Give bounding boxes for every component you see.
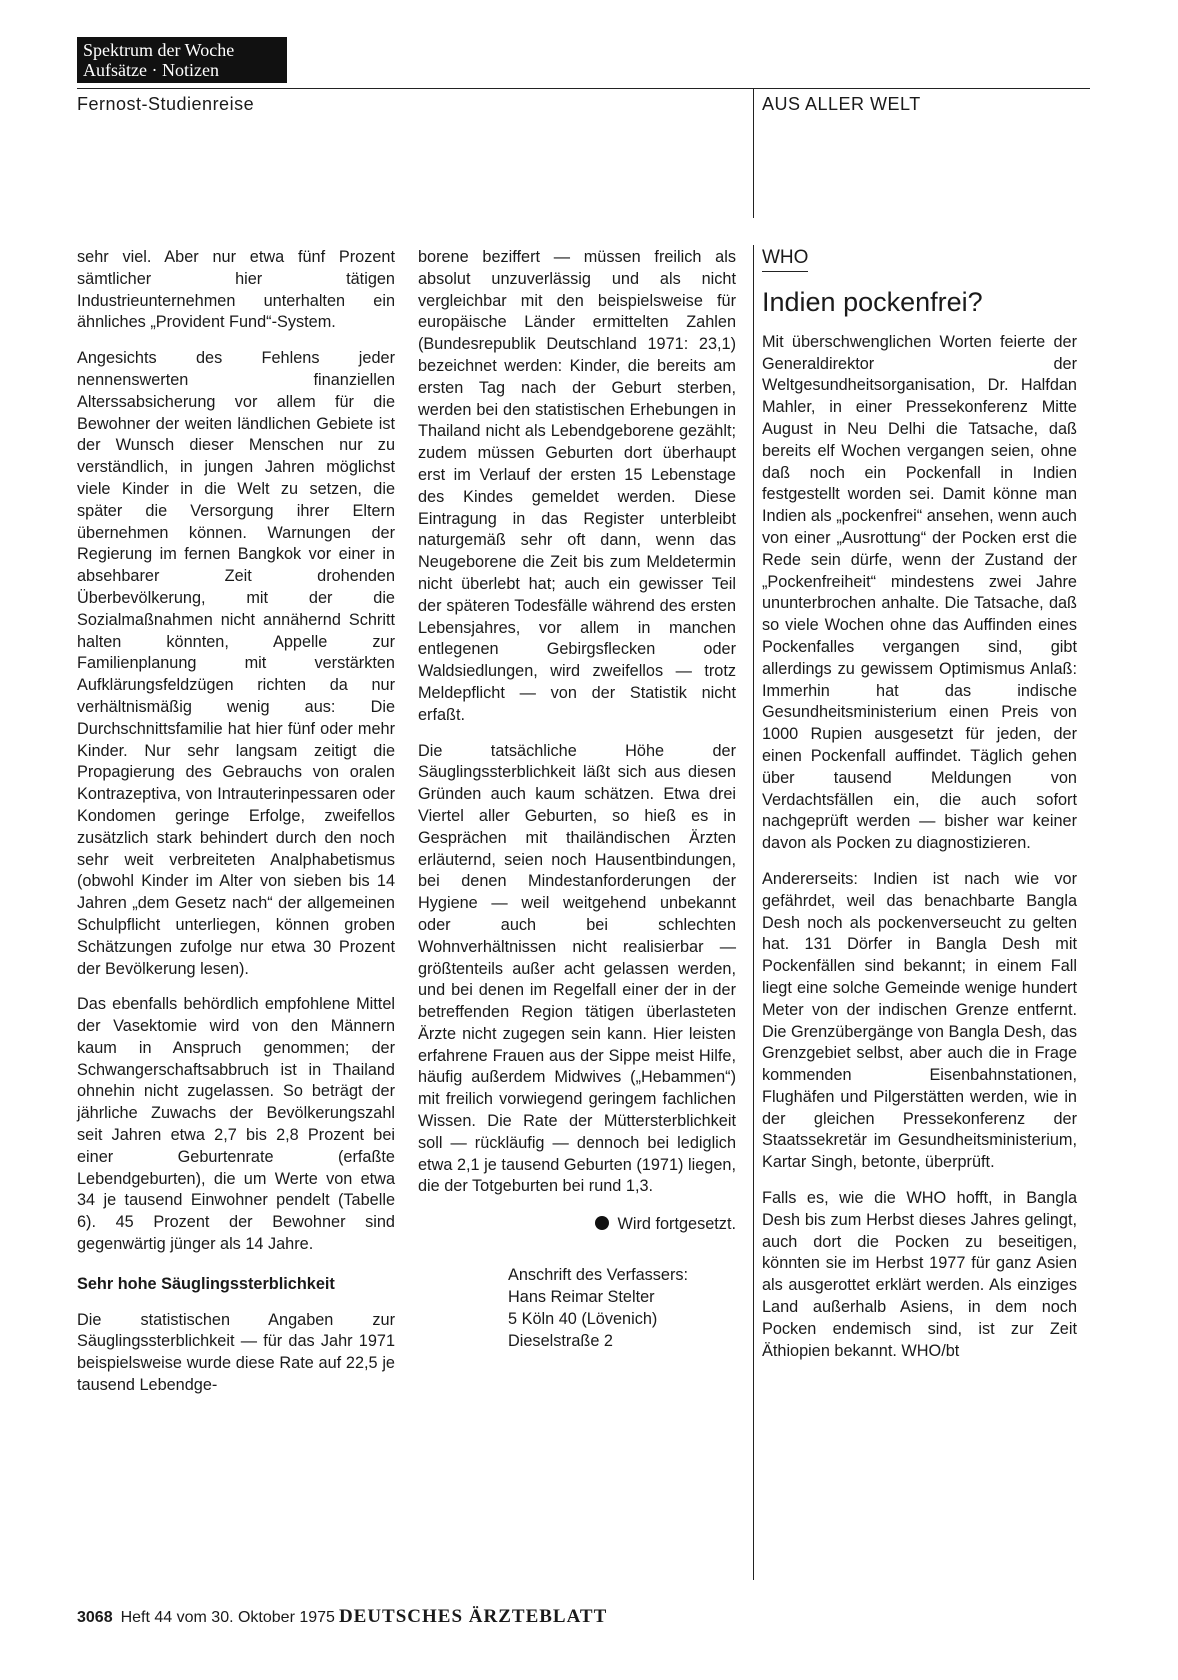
section-badge [77,37,287,83]
topic-tag: WHO [762,247,808,272]
page-footer [77,1606,607,1628]
author-address [418,1264,736,1352]
paragraph: Das ebenfalls behördlich empfohlene Mittel der Vasektomie wird von den Männern kaum in Anspruch genommen; der Schwangerschaftsabbruch ist in Thailand ohnehin nicht zugelassen. So beträgt der jährliche Zuwachs der Bevölkerungszahl seit Jahren etwa 2,7 bis 2,8 Prozent bei einer Geburtenrate (erfaßte Lebendgeburten), die um Werte von etwa 34 je tausend Einwohner pendelt (Tabelle 6). 45 Prozent der Bewohner sind gegenwärtig jünger als 14 Jahre. [77,995,395,1254]
paragraph: borene beziffert — müssen freilich als absolut unzuverlässig und als nicht vergleichbar mit den beispielsweise für europäische Länder ermittelten Zahlen (Bundesrepublik Deutschland 1971: 23,1) bezeichnet werden: Kinder, die bereits am ersten Tag nach der Geburt sterben, werden bei den statistischen Erhebungen in Thailand nicht als Lebendgeborene gezählt; zudem müssen Geburten dort überhaupt erst im Verlauf der ersten 15 Lebenstage des Kindes gemeldet werden. Diese Eintragung in das Register unterbleibt naturgemäß sehr oft dann, wenn das Neugeborene die Zeit bis zum Meldetermin nicht überlebt hat; auch ein gewisser Teil der späteren Todesfälle während des ersten Lebensjahres, vor allem in manchen entlegenen Gebirgsflecken oder Waldsiedlungen, wird zweifellos — trotz Meldepflicht — von der Statistik nicht erfaßt. [418,248,736,724]
paragraph: Die statistischen Angaben zur Säuglingssterblichkeit — für das Jahr 1971 beispielsweise wurde diese Rate auf 22,5 je tausend Lebendge- [77,1310,395,1395]
journal-name: DEUTSCHES ÄRZTEBLATT [338,1606,608,1627]
address-line: Anschrift des Verfassers: [508,1266,689,1285]
paragraph: Die tatsächliche Höhe der Säuglingssterblichkeit läßt sich aus diesen Gründen auch kaum schätzen. Etwa drei Viertel aller Geburten, so hieß es in Gesprächen mit thailändischen Ärzten erläuternd, seien noch Hausentbindungen, bei denen Mindestanforderungen der Hygiene — weil weitgehend unbekannt oder auch bei schlechten Wohnverhältnissen nicht realisierbar — größtenteils außer acht gelassen werden, und bei denen im Regelfall einer der in der betreffenden Region tätigen überlasteten Ärzte nicht zugegen sein kann. Hier leisten erfahrene Frauen aus der Sippe meist Hilfe, häufig außerdem Midwives („Hebammen“) mit freilich vorwiegend geringem fachlichen Wissen. Die Rate der Müttersterblichkeit soll — rückläufig — dennoch bei lediglich etwa 2,1 je tausend Geburten (1971) liegen, die der Totgeburten bei rund 1,3. [418,741,736,1196]
continued-note [418,1214,736,1236]
address-line: Dieselstraße 2 [508,1332,613,1351]
header-rule [77,88,1090,89]
continued-label: Wird fortgesetzt. [617,1215,736,1234]
column-1 [77,247,395,1411]
bullet-icon [595,1216,609,1230]
section-title-left: Fernost-Studienreise [77,94,255,114]
section-title-right: AUS ALLER WELT [762,94,921,114]
issue-info: Heft 44 vom 30. Oktober 1975 [120,1609,335,1626]
subheading: Sehr hohe Säuglingssterblichkeit [77,1274,335,1293]
paragraph: Falls es, wie die WHO hofft, in Bangla Desh bis zum Herbst dieses Jahres gelingt, auch dort die Pocken zu beseitigen, könnten sie im Herbst 1977 für ganz Asien als ausgerottet erklärt werden. Als einziges Land außerhalb Asiens, in dem noch Pocken endemisch sind, ist zur Zeit Äthiopien bekannt. WHO/bt [762,1189,1077,1360]
address-line: Hans Reimar Stelter [508,1288,655,1307]
column-2 [418,247,736,1352]
paragraph: sehr viel. Aber nur etwa fünf Prozent sämtlicher hier tätigen Industrieunternehmen unterhalten ein ähnliches „Provident Fund“-System. [77,248,395,332]
address-line: 5 Köln 40 (Lövenich) [508,1310,658,1329]
page-number: 3068 [77,1609,113,1626]
paragraph: Andererseits: Indien ist nach wie vor gefährdet, weil das benachbarte Bangla Desh noch als pockenverseucht zu gelten hat. 131 Dörfer in Bangla Desh mit Pockenfällen sind bekannt; in einem Fall liegt eine solche Gemeinde wenige hundert Meter von der indischen Grenze entfernt. Die Grenzübergänge von Bangla Desh, das Grenzgebiet selbst, aber auch die in Frage kommenden Eisenbahnstationen, Flughäfen und Pilgerstätten werden, wie in der gleichen Pressekonferenz der Staatssekretär im Gesundheitsministerium, Kartar Singh, betonte, überprüft. [762,869,1077,1172]
badge-line-2: Aufsätze · Notizen [83,60,219,80]
article-headline: Indien pockenfrei? [762,286,983,317]
column-divider-top [753,88,754,218]
column-3 [762,247,1077,1376]
paragraph: Mit überschwenglichen Worten feierte der Generaldirektor der Weltgesundheitsorganisation, Dr. Halfdan Mahler, in einer Pressekonferenz Mitte August in Neu Delhi die Tatsache, daß bereits elf Wochen vergangen seien, ohne daß noch ein Pockenfall in Indien festgestellt worden sei. Damit könne man Indien als „pockenfrei“ ansehen, wenn auch von einer „Ausrottung“ der Pocken erst die Rede sein dürfe, wenn der Zustand der „Pockenfreiheit“ mindestens zwei Jahre ununterbrochen anhalte. Die Tatsache, daß so viele Wochen ohne das Auffinden eines Pockenfalles vergangen sind, gibt allerdings zu gewissem Optimismus Anlaß: Immerhin hat das indische Gesundheitsministerium einen Preis von 1000 Rupien ausgesetzt für jeden, der einen Pockenfall auffindet. Täglich gehen über tausend Meldungen von Verdachtsfällen ein, die auch sofort nachgeprüft werden — bisher war keiner davon als Pocken zu diagnostizieren. [762,332,1077,853]
paragraph: Angesichts des Fehlens jeder nennenswerten finanziellen Alterssabsicherung vor allem für die Bewohner der weiten ländlichen Gebiete ist der Wunsch dieser Menschen nur zu verständlich, in jungen Jahren möglichst viele Kinder in die Welt zu setzen, die später die Versorgung ihrer Eltern übernehmen können. Warnungen der Regierung im fernen Bangkok vor einer in absehbarer Zeit drohenden Überbevölkerung, mit der die Sozialmaßnahmen nicht annähernd Schritt halten könnten, Appelle zur Familienplanung mit verstärkten Aufklärungsfeldzügen richten da nur verhältnismäßig wenig aus: Die Durchschnittsfamilie hat hier fünf oder mehr Kinder. Nur sehr langsam zeitigt die Propagierung des Gebrauchs von oralen Kontrazeptiva, von Intrauterinpessaren oder Kondomen geringe Erfolge, zweifellos zusätzlich stark behindert durch den noch sehr weit verbreiteten Analphabetismus (obwohl Kinder im Alter von sieben bis 14 Jahren „dem Gesetz nach“ der allgemeinen Schulpflicht unterliegen, können groben Schätzungen zufolge nur etwa 30 Prozent der Bevölkerung lesen). [77,349,395,978]
badge-line-1: Spektrum der Woche [83,40,235,60]
column-divider [753,245,754,1580]
